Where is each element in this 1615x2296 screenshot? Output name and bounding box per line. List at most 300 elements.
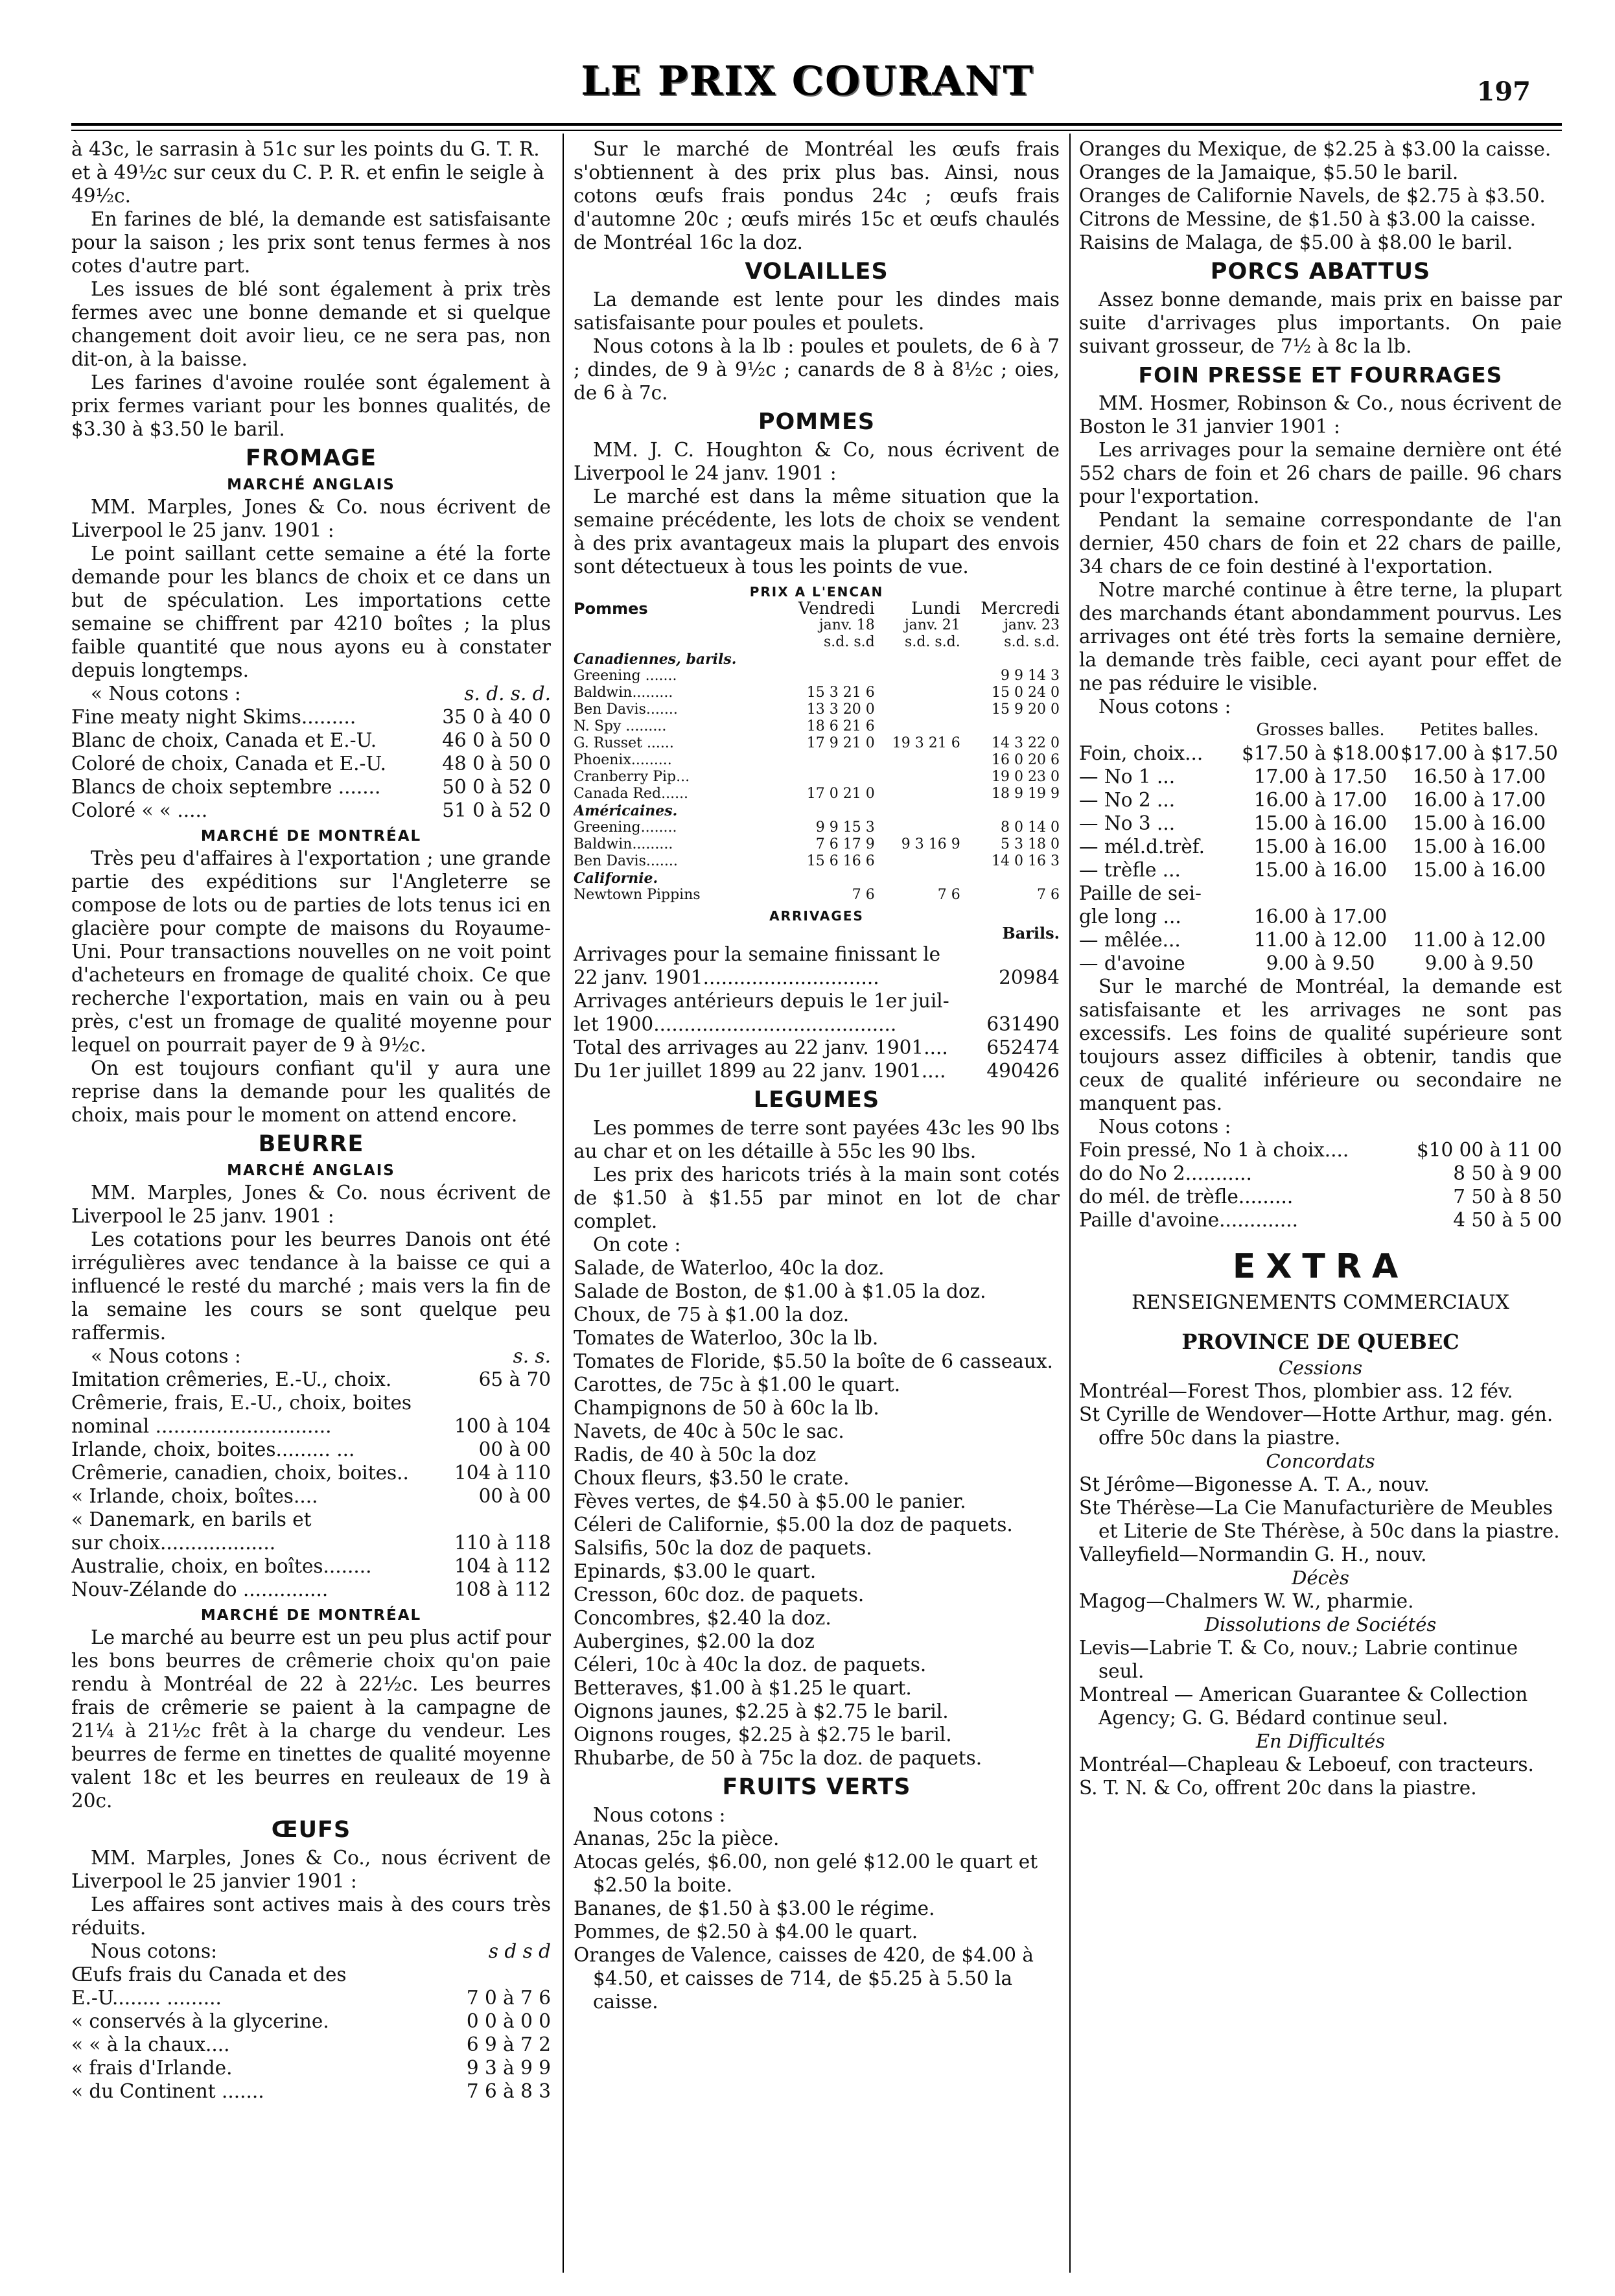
- price-table: [71, 705, 551, 822]
- price-cell: 7 6 17 9: [815, 836, 875, 852]
- category-title: Concordats: [1266, 1450, 1375, 1472]
- price-cell: 19 3 21 6: [892, 735, 960, 751]
- price-row: [71, 1531, 551, 1554]
- column-header: Pommes: [574, 600, 648, 618]
- paragraph: MM. Marples, Jones & Co. nous écrivent de Liverpool le 25 janv. 1901 :: [71, 1182, 551, 1227]
- price-cell: 15 3 21 6: [806, 685, 875, 701]
- row-value: 20984: [999, 966, 1060, 989]
- category-title: Décès: [1292, 1567, 1349, 1589]
- list-item: Betteraves, $1.00 à $1.25 le quart.: [574, 1677, 912, 1699]
- list-item: Oranges de la Jamaique, $5.50 le baril.: [1079, 161, 1459, 183]
- row-label: do do No 2...........: [1079, 1162, 1252, 1184]
- price-cell: 7 6: [1037, 887, 1060, 903]
- paragraph: Les issues de blé sont également à prix très fermes avec une bonne demande et si quelque changement doit avoir lieu, ce ne sera pas, non dit-on, à la baisse.: [71, 278, 551, 370]
- row-label: do mél. de trèfle.........: [1079, 1186, 1294, 1208]
- page-header: [0, 0, 1615, 123]
- list-item: Concombres, $2.40 la doz.: [574, 1607, 831, 1629]
- variety-name: Greening........: [574, 819, 677, 836]
- price-cell: 18 9 19 9: [992, 786, 1060, 802]
- column-date: janv. 21: [904, 617, 960, 633]
- variety-name: G. Russet ......: [574, 735, 674, 751]
- row-value: 00 à 00: [478, 1485, 551, 1507]
- row-value: 7 6 à 8 3: [466, 2080, 551, 2102]
- price-row: [71, 752, 551, 775]
- paragraph: Nous cotons à la lb : poules et poulets, de 6 à 7 ; dindes, de 9 à 9½c ; canards de 8 à 8½c ; oies, de 6 à 7c.: [574, 335, 1060, 404]
- price-cell: 7 6: [852, 887, 875, 903]
- price-cell: [778, 752, 874, 769]
- price-row: [71, 2033, 551, 2056]
- price-row: [1079, 1208, 1562, 1232]
- variety-name: Américaines.: [574, 802, 678, 819]
- cotons-label: Nous cotons:: [91, 1940, 218, 1962]
- page-number: 197: [1476, 76, 1531, 107]
- price-cell: 17 9 21 0: [806, 735, 875, 751]
- blank-cell: [574, 617, 778, 634]
- row-value: 46 0 à 50 0: [442, 729, 551, 751]
- row-value: 15.00 à 16.00: [1412, 812, 1546, 834]
- price-table: [71, 1368, 551, 1601]
- row-value: 35 0 à 40 0: [442, 706, 551, 728]
- list-item: Salade, de Waterloo, 40c la doz.: [574, 1257, 885, 1279]
- price-cell: [875, 718, 960, 735]
- row-label: nominal .............................: [71, 1415, 332, 1437]
- header-rule-thin: [71, 130, 1562, 131]
- notice-list: [1079, 1753, 1562, 1799]
- table-row: [574, 836, 1060, 853]
- price-cell: [778, 769, 874, 786]
- price-cell: [875, 685, 960, 701]
- row-value: $17.50 à $18.00: [1242, 742, 1399, 764]
- row-label: « frais d'Irlande.: [71, 2057, 233, 2079]
- list-item: Ananas, 25c la pièce.: [574, 1827, 780, 1849]
- row-value: 490426: [986, 1060, 1060, 1082]
- list-item: Radis, de 40 à 50c la doz: [574, 1444, 817, 1466]
- cotons-label: « Nous cotons :: [91, 1345, 241, 1367]
- column-date: janv. 23: [1004, 617, 1060, 633]
- section-title-oeufs: ŒUFS: [271, 1817, 351, 1843]
- row-value: 16.50 à 17.00: [1412, 766, 1546, 788]
- row-label: Crêmerie, canadien, choix, boites..: [71, 1462, 409, 1484]
- column-3: [1079, 137, 1562, 2277]
- price-cell: [875, 819, 960, 836]
- list-item: Céleri, 10c à 40c la doz. de paquets.: [574, 1654, 927, 1676]
- row-value: 9.00 à 9.50: [1424, 952, 1534, 974]
- row-value: 7 0 à 7 6: [466, 1987, 551, 2009]
- row-value: $10 00 à 11 00: [1416, 1139, 1562, 1161]
- list-item: Choux, de 75 à $1.00 la doz.: [574, 1304, 850, 1326]
- row-value: 8 50 à 9 00: [1453, 1162, 1562, 1184]
- price-cell: [875, 870, 960, 887]
- table-row: [574, 718, 1060, 735]
- price-row: [71, 1484, 551, 1508]
- paragraph: à 43c, le sarrasin à 51c sur les points du G. T. R. et à 49½c sur ceux du C. P. R. et enfin le seigle à 49½c.: [71, 138, 544, 207]
- section-title-porcs: PORCS ABATTUS: [1210, 259, 1431, 285]
- row-label: gle long ...: [1079, 906, 1181, 928]
- row-label: Imitation crêmeries, E.-U., choix.: [71, 1368, 392, 1390]
- units-label: s. s.: [513, 1345, 551, 1367]
- price-cell: [875, 651, 960, 668]
- section-title-foin: FOIN PRESSE ET FOURRAGES: [1138, 362, 1503, 388]
- price-table-header: [71, 1344, 551, 1368]
- price-table: [1079, 1138, 1562, 1232]
- table-row: [574, 870, 1060, 887]
- units-label: s. d. s. d.: [464, 683, 551, 705]
- subsection-title: MARCHÉ DE MONTRÉAL: [200, 828, 422, 845]
- table-row: [574, 887, 1060, 904]
- fruit-price-list: [1079, 137, 1562, 254]
- row-value: 15.00 à 16.00: [1253, 812, 1388, 834]
- price-row: [71, 705, 551, 729]
- arrivals-table: [574, 943, 1060, 1083]
- row-value: 00 à 00: [478, 1438, 551, 1460]
- variety-name: Phoenix.........: [574, 752, 672, 768]
- notice-list: [1079, 1379, 1562, 1449]
- fruit-price-list: [574, 1827, 1060, 2013]
- row-value: 15.00 à 16.00: [1412, 859, 1546, 881]
- price-row: [71, 799, 551, 822]
- price-cell: 14 3 22 0: [992, 735, 1060, 751]
- list-item: Carottes, de 75c à $1.00 le quart.: [574, 1374, 901, 1396]
- category-title: Cessions: [1278, 1357, 1363, 1379]
- section-title-legumes: LEGUMES: [753, 1087, 880, 1113]
- list-item: Oignons rouges, $2.25 à $2.75 le baril.: [574, 1724, 952, 1746]
- price-row: [71, 1391, 551, 1414]
- list-item: Epinards, $3.00 le quart.: [574, 1560, 817, 1582]
- list-item: Oranges de Valence, caisses de 420, de $4.00 à $4.50, et caisses de 714, de $5.25 à 5.50 la caisse.: [574, 1944, 1034, 2013]
- price-table-header: [71, 682, 551, 705]
- price-cell: [960, 802, 1060, 819]
- price-cell: 15 0 24 0: [992, 685, 1060, 701]
- price-cell: [875, 668, 960, 685]
- paragraph: Pendant la semaine correspondante de l'an dernier, 450 chars de foin et 22 chars de paille, 34 chars de ce foin destiné à l'exportation.: [1079, 509, 1562, 578]
- price-row: [71, 1461, 551, 1484]
- row-value: 16.00 à 17.00: [1412, 789, 1546, 811]
- paragraph: Le marché au beurre est un peu plus actif pour les bons beurres de crêmerie choix qu'on paie rendu à Montréal de 22 à 22½c. Les beurres frais de crêmerie se paient à la campagne de 21¼ à 21½c frêt à la charge du vendeur. Les beurres de ferme en tinettes de qualité moyenne valent 18c et les beurres en reuleaux de 19 à 20c.: [71, 1626, 551, 1812]
- row-value: 65 à 70: [478, 1368, 551, 1390]
- row-value: 104 à 110: [454, 1462, 551, 1484]
- row-value: 51 0 à 52 0: [442, 799, 551, 821]
- paragraph: MM. Marples, Jones & Co. nous écrivent de Liverpool le 25 janv. 1901 :: [71, 496, 551, 541]
- price-row: [71, 1414, 551, 1438]
- paragraph: Le marché est dans la même situation que la semaine précédente, les lots de choix se vendent à des prix avantageux mais la plupart des envois sont détectueux à tous les points de vue.: [574, 486, 1060, 578]
- price-row: [71, 2079, 551, 2103]
- row-value: 110 à 118: [454, 1532, 551, 1554]
- row-label: « du Continent .......: [71, 2080, 264, 2102]
- hay-row: [1079, 788, 1562, 812]
- list-item: Choux fleurs, $3.50 le crate.: [574, 1467, 850, 1489]
- paragraph: MM. J. C. Houghton & Co, nous écrivent de Liverpool le 24 janv. 1901 :: [574, 439, 1060, 484]
- hay-row: [1079, 858, 1562, 882]
- variety-name: Ben Davis.......: [574, 853, 678, 869]
- cotons-label: « Nous cotons :: [91, 683, 241, 705]
- vegetable-price-list: [574, 1256, 1060, 1770]
- variety-name: Canada Red......: [574, 786, 689, 802]
- list-item: Bananes, de $1.50 à $3.00 le régime.: [574, 1897, 935, 1919]
- column-2: [574, 137, 1060, 2277]
- column-header: Mercredi: [981, 599, 1060, 618]
- paragraph: En farines de blé, la demande est satisfaisante pour la saison ; les prix sont tenus fermes à nos cotes d'autre part.: [71, 208, 551, 277]
- list-item: Oranges du Mexique, de $2.25 à $3.00 la caisse.: [1079, 138, 1551, 160]
- row-label: « « à la chaux....: [71, 2033, 230, 2056]
- list-item: Magog—Chalmers W. W., pharmie.: [1079, 1590, 1414, 1612]
- price-row: [71, 2056, 551, 2079]
- variety-name: Baldwin.........: [574, 685, 673, 701]
- list-item: St Cyrille de Wendover—Hotte Arthur, mag. gén. offre 50c dans la piastre.: [1079, 1403, 1553, 1449]
- list-item: Tomates de Waterloo, 30c la lb.: [574, 1327, 879, 1349]
- row-label: Irlande, choix, boites......... ...: [71, 1438, 355, 1460]
- price-row: [71, 1963, 551, 1986]
- row-label: Blanc de choix, Canada et E.-U.: [71, 729, 377, 751]
- price-row: [71, 1986, 551, 2009]
- price-cell: [960, 718, 1060, 735]
- row-label: Arrivages antérieurs depuis le 1er juil-: [574, 990, 949, 1012]
- row-value: 15.00 à 16.00: [1253, 836, 1388, 858]
- subsection-title: MARCHÉ ANGLAIS: [227, 1162, 395, 1179]
- row-label: — d'avoine: [1079, 952, 1185, 974]
- paragraph: On cote :: [593, 1234, 681, 1256]
- row-value: 631490: [986, 1013, 1060, 1035]
- table-title: ARRIVAGES: [769, 908, 864, 924]
- column-header: Grosses balles.: [1256, 720, 1385, 740]
- paragraph: Assez bonne demande, mais prix en baisse par suite d'arrivages plus importants. On paie suivant grosseur, de 7½ à 8c la lb.: [1079, 288, 1562, 357]
- list-item: Oignons jaunes, $2.25 à $2.75 le baril.: [574, 1700, 949, 1722]
- variety-name: Baldwin.........: [574, 836, 673, 852]
- price-cell: [778, 651, 874, 668]
- price-row: [574, 1059, 1060, 1083]
- price-row: [574, 943, 1060, 966]
- variety-name: N. Spy .........: [574, 718, 667, 734]
- row-label: — No 3 ...: [1079, 812, 1176, 834]
- table-row: [574, 786, 1060, 802]
- notice-list: [1079, 1473, 1562, 1566]
- row-label: Foin pressé, No 1 à choix....: [1079, 1139, 1349, 1161]
- price-cell: 15 9 20 0: [992, 701, 1060, 718]
- list-item: Montréal—Forest Thos, plombier ass. 12 fév.: [1079, 1380, 1513, 1402]
- list-item: Levis—Labrie T. & Co, nouv.; Labrie continue seul.: [1079, 1637, 1518, 1682]
- row-label: Australie, choix, en boîtes........: [71, 1555, 372, 1577]
- row-label: sur choix...................: [71, 1532, 276, 1554]
- price-cell: [778, 870, 874, 887]
- column-units: s.d. s.d.: [1004, 634, 1060, 650]
- price-cell: 5 3 18 0: [1001, 836, 1060, 852]
- price-row: [71, 1554, 551, 1578]
- column-header: Vendredi: [798, 599, 875, 618]
- variety-name: Cranberry Pip...: [574, 769, 690, 785]
- variety-name: Newtown Pippins: [574, 887, 701, 903]
- row-label: Crêmerie, frais, E.-U., choix, boites: [71, 1392, 412, 1414]
- row-label: « conservés à la glycerine.: [71, 2010, 329, 2032]
- row-value: [1400, 882, 1559, 905]
- paragraph: Les farines d'avoine roulée sont également à prix fermes variant pour les bonnes qualités, de $3.30 à $3.50 le baril.: [71, 371, 551, 440]
- column-units: s.d. s.d: [824, 634, 875, 650]
- price-row: [574, 1013, 1060, 1036]
- price-table-header: [71, 1939, 551, 1963]
- row-label: « Irlande, choix, boîtes....: [71, 1485, 318, 1507]
- table-header-row: [574, 600, 1060, 617]
- row-value: 15.00 à 16.00: [1253, 859, 1388, 881]
- row-value: 108 à 112: [454, 1578, 551, 1600]
- price-cell: [875, 853, 960, 870]
- hay-row: [1079, 905, 1562, 928]
- row-value: 16.00 à 17.00: [1253, 906, 1388, 928]
- column-header: Lundi: [911, 599, 960, 618]
- price-cell: [960, 651, 1060, 668]
- variety-name: Greening .......: [574, 668, 677, 684]
- row-label: Nouv-Zélande do ..............: [71, 1578, 329, 1600]
- category-title: En Difficultés: [1255, 1730, 1386, 1752]
- hay-table-header: [1079, 718, 1562, 742]
- list-item: Champignons de 50 à 60c la lb.: [574, 1397, 879, 1419]
- column-units: s.d. s.d.: [905, 634, 960, 650]
- column-header: Petites balles.: [1419, 720, 1539, 740]
- paragraph: Notre marché continue à être terne, la plupart des marchands étant abondamment pourvus. Les arrivages ont été très forts la semaine dernière, la demande très faible, ceci ayant pour effet de ne pas réduire le visible.: [1079, 579, 1562, 694]
- hay-price-table: [1079, 742, 1562, 975]
- paragraph: Les arrivages pour la semaine dernière ont été 552 chars de foin et 26 chars de paille. 96 chars pour l'exportation.: [1079, 439, 1562, 508]
- variety-name: Californie.: [574, 870, 658, 887]
- section-title-fruits-verts: FRUITS VERTS: [722, 1774, 911, 1800]
- row-label: Coloré « « .....: [71, 799, 208, 821]
- column-1: [71, 137, 551, 2277]
- row-label: Du 1er juillet 1899 au 22 janv. 1901....: [574, 1060, 946, 1082]
- price-cell: [875, 786, 960, 802]
- table-row: [574, 668, 1060, 685]
- section-title-beurre: BEURRE: [258, 1131, 364, 1157]
- row-value: 4 50 à 5 00: [1453, 1209, 1562, 1231]
- price-row: [1079, 1138, 1562, 1162]
- price-row: [1079, 1185, 1562, 1208]
- table-row: [574, 802, 1060, 819]
- row-label: let 1900........................................: [574, 1013, 897, 1035]
- units-label: Barils.: [1002, 924, 1060, 943]
- price-cell: 15 6 16 6: [806, 853, 875, 869]
- section-title-extra: EXTRA: [1232, 1247, 1409, 1286]
- list-item: Valleyfield—Normandin G. H., nouv.: [1079, 1543, 1427, 1565]
- row-label: Paille d'avoine.............: [1079, 1209, 1299, 1231]
- list-item: Atocas gelés, $6.00, non gelé $12.00 le quart et $2.50 la boite.: [574, 1851, 1038, 1896]
- paragraph: Les cotations pour les beurres Danois ont été irrégulières avec tendance à la baisse ce qui a influencé le resté du marché ; mais vers la fin de la semaine les cours se sont quelque peu raffermis.: [71, 1228, 551, 1344]
- price-table: [71, 1963, 551, 2103]
- row-value: 11.00 à 12.00: [1412, 929, 1546, 951]
- price-cell: [960, 870, 1060, 887]
- paragraph: Nous cotons :: [1098, 696, 1231, 718]
- list-item: St Jérôme—Bigonesse A. T. A., nouv.: [1079, 1473, 1430, 1495]
- paragraph: Les pommes de terre sont payées 43c les 90 lbs au char et on les détaille à 55c les 90 lbs.: [574, 1117, 1060, 1162]
- price-cell: [875, 769, 960, 786]
- paragraph: Très peu d'affaires à l'exportation ; une grande partie des expéditions sur l'Angleterre se compose de lots ou de parties de lots tenus ici en glacière pour compte de maisons du Royaume-Uni. Pour transactions nouvelles on ne voit point d'acheteurs en fromage de qualité choix. Ce que recherche l'exportation, mais en vain ou à peu près, c'est un fromage de qualité moyenne pour lequel on pourrait payer de 9 à 9½c.: [71, 847, 551, 1056]
- list-item: Salsifis, 50c la doz de paquets.: [574, 1537, 872, 1559]
- price-cell: [875, 701, 960, 718]
- price-row: [574, 989, 1060, 1013]
- list-item: Oranges de Californie Navels, de $2.75 à $3.50.: [1079, 185, 1546, 207]
- hay-row: [1079, 812, 1562, 835]
- table-header-row: [574, 634, 1060, 651]
- row-label: Total des arrivages au 22 janv. 1901....: [574, 1037, 948, 1059]
- paragraph: Nous cotons :: [593, 1804, 726, 1826]
- hay-row: [1079, 952, 1562, 975]
- paragraph: MM. Hosmer, Robinson & Co., nous écrivent de Boston le 31 janvier 1901 :: [1079, 392, 1562, 438]
- row-label: — No 1 ...: [1079, 766, 1176, 788]
- hay-row: [1079, 742, 1562, 765]
- row-value: 652474: [986, 1037, 1060, 1059]
- list-item: Navets, de 40c à 50c le sac.: [574, 1420, 844, 1442]
- row-value: 16.00 à 17.00: [1253, 789, 1388, 811]
- price-row: [71, 775, 551, 799]
- paragraph: Les prix des haricots triés à la main sont cotés de $1.50 à $1.55 par minot en lot de char complet.: [574, 1164, 1060, 1232]
- section-title-pommes: POMMES: [758, 409, 876, 435]
- hay-row: [1079, 765, 1562, 788]
- row-label: Blancs de choix septembre .......: [71, 776, 381, 798]
- row-value: 7 50 à 8 50: [1453, 1186, 1562, 1208]
- list-item: S. T. N. & Co, offrent 20c dans la piastre.: [1079, 1777, 1477, 1799]
- row-value: 104 à 112: [454, 1555, 551, 1577]
- row-value: 17.00 à 17.50: [1253, 766, 1388, 788]
- list-item: Montreal — American Guarantee & Collection Agency; G. G. Bédard continue seul.: [1079, 1683, 1528, 1729]
- list-item: Ste Thérèse—La Cie Manufacturière de Meubles et Literie de Ste Thérèse, à 50c dans la piastre.: [1079, 1497, 1560, 1542]
- column-divider: [563, 134, 564, 2273]
- row-label: — No 2 ...: [1079, 789, 1176, 811]
- paragraph: Sur le marché de Montréal les œufs frais s'obtiennent à des prix plus bas. Ainsi, nous cotons œufs frais pondus 24c ; œufs frais d'automne 20c ; œufs mirés 15c et œufs chaulés de Montréal 16c la doz.: [574, 138, 1060, 253]
- row-label: Paille de sei-: [1079, 882, 1202, 904]
- price-row: [71, 1438, 551, 1461]
- auction-table: [574, 600, 1060, 904]
- row-value: 15.00 à 16.00: [1412, 836, 1546, 858]
- subsection-title: MARCHÉ DE MONTRÉAL: [200, 1607, 422, 1624]
- row-label: — mêlée...: [1079, 929, 1181, 951]
- column-divider: [1069, 134, 1071, 2273]
- price-cell: 9 9 14 3: [1001, 668, 1060, 684]
- price-row: [574, 966, 1060, 989]
- row-label: « Danemark, en barils et: [71, 1508, 312, 1530]
- row-value: 9.00 à 9.50: [1266, 952, 1375, 974]
- row-value: 6 9 à 7 2: [466, 2033, 551, 2056]
- table-row: [574, 819, 1060, 836]
- price-cell: [778, 802, 874, 819]
- list-item: Aubergines, $2.00 la doz: [574, 1630, 815, 1652]
- row-value: [1241, 882, 1400, 905]
- price-cell: 8 0 14 0: [1001, 819, 1060, 836]
- row-value: [1400, 905, 1559, 928]
- masthead-logo: LE PRIX COURANT: [581, 57, 1034, 104]
- column-date: janv. 18: [819, 617, 875, 633]
- list-item: Citrons de Messine, de $1.50 à $3.00 la caisse.: [1079, 208, 1536, 230]
- table-row: [574, 752, 1060, 769]
- price-cell: 13 3 20 0: [806, 701, 875, 718]
- paragraph: Le point saillant cette semaine a été la forte demande pour les blancs de choix et ce dans un but de spéculation. Les importations cette semaine se chiffrent par 4210 boîtes ; la plus faible quantité que nous ayons eu à constater depuis longtemps.: [71, 543, 551, 681]
- subheading: RENSEIGNEMENTS COMMERCIAUX: [1132, 1291, 1509, 1314]
- price-cell: 9 9 15 3: [815, 819, 875, 836]
- subheading: PROVINCE DE QUEBEC: [1181, 1330, 1459, 1354]
- row-value: 100 à 104: [454, 1415, 551, 1437]
- section-title-volailles: VOLAILLES: [745, 259, 889, 285]
- notice-list: [1079, 1636, 1562, 1729]
- price-cell: [875, 752, 960, 769]
- table-row: [574, 735, 1060, 752]
- price-cell: 17 0 21 0: [806, 786, 875, 802]
- hay-row: [1079, 928, 1562, 952]
- row-label: Œufs frais du Canada et des: [71, 1963, 347, 1986]
- row-value: 0 0 à 0 0: [466, 2010, 551, 2032]
- price-cell: 18 6 21 6: [806, 718, 875, 734]
- row-label: Arrivages pour la semaine finissant le: [574, 943, 941, 965]
- price-cell: 9 3 16 9: [901, 836, 960, 852]
- table-header-row: [574, 617, 1060, 634]
- subsection-title: MARCHÉ ANGLAIS: [227, 476, 395, 493]
- row-value: 48 0 à 50 0: [442, 753, 551, 775]
- list-item: Fèves vertes, de $4.50 à $5.00 le panier.: [574, 1490, 966, 1512]
- row-label: Fine meaty night Skims.........: [71, 706, 356, 728]
- row-value: $17.00 à $17.50: [1400, 742, 1558, 764]
- variety-name: Canadiennes, barils.: [574, 651, 737, 668]
